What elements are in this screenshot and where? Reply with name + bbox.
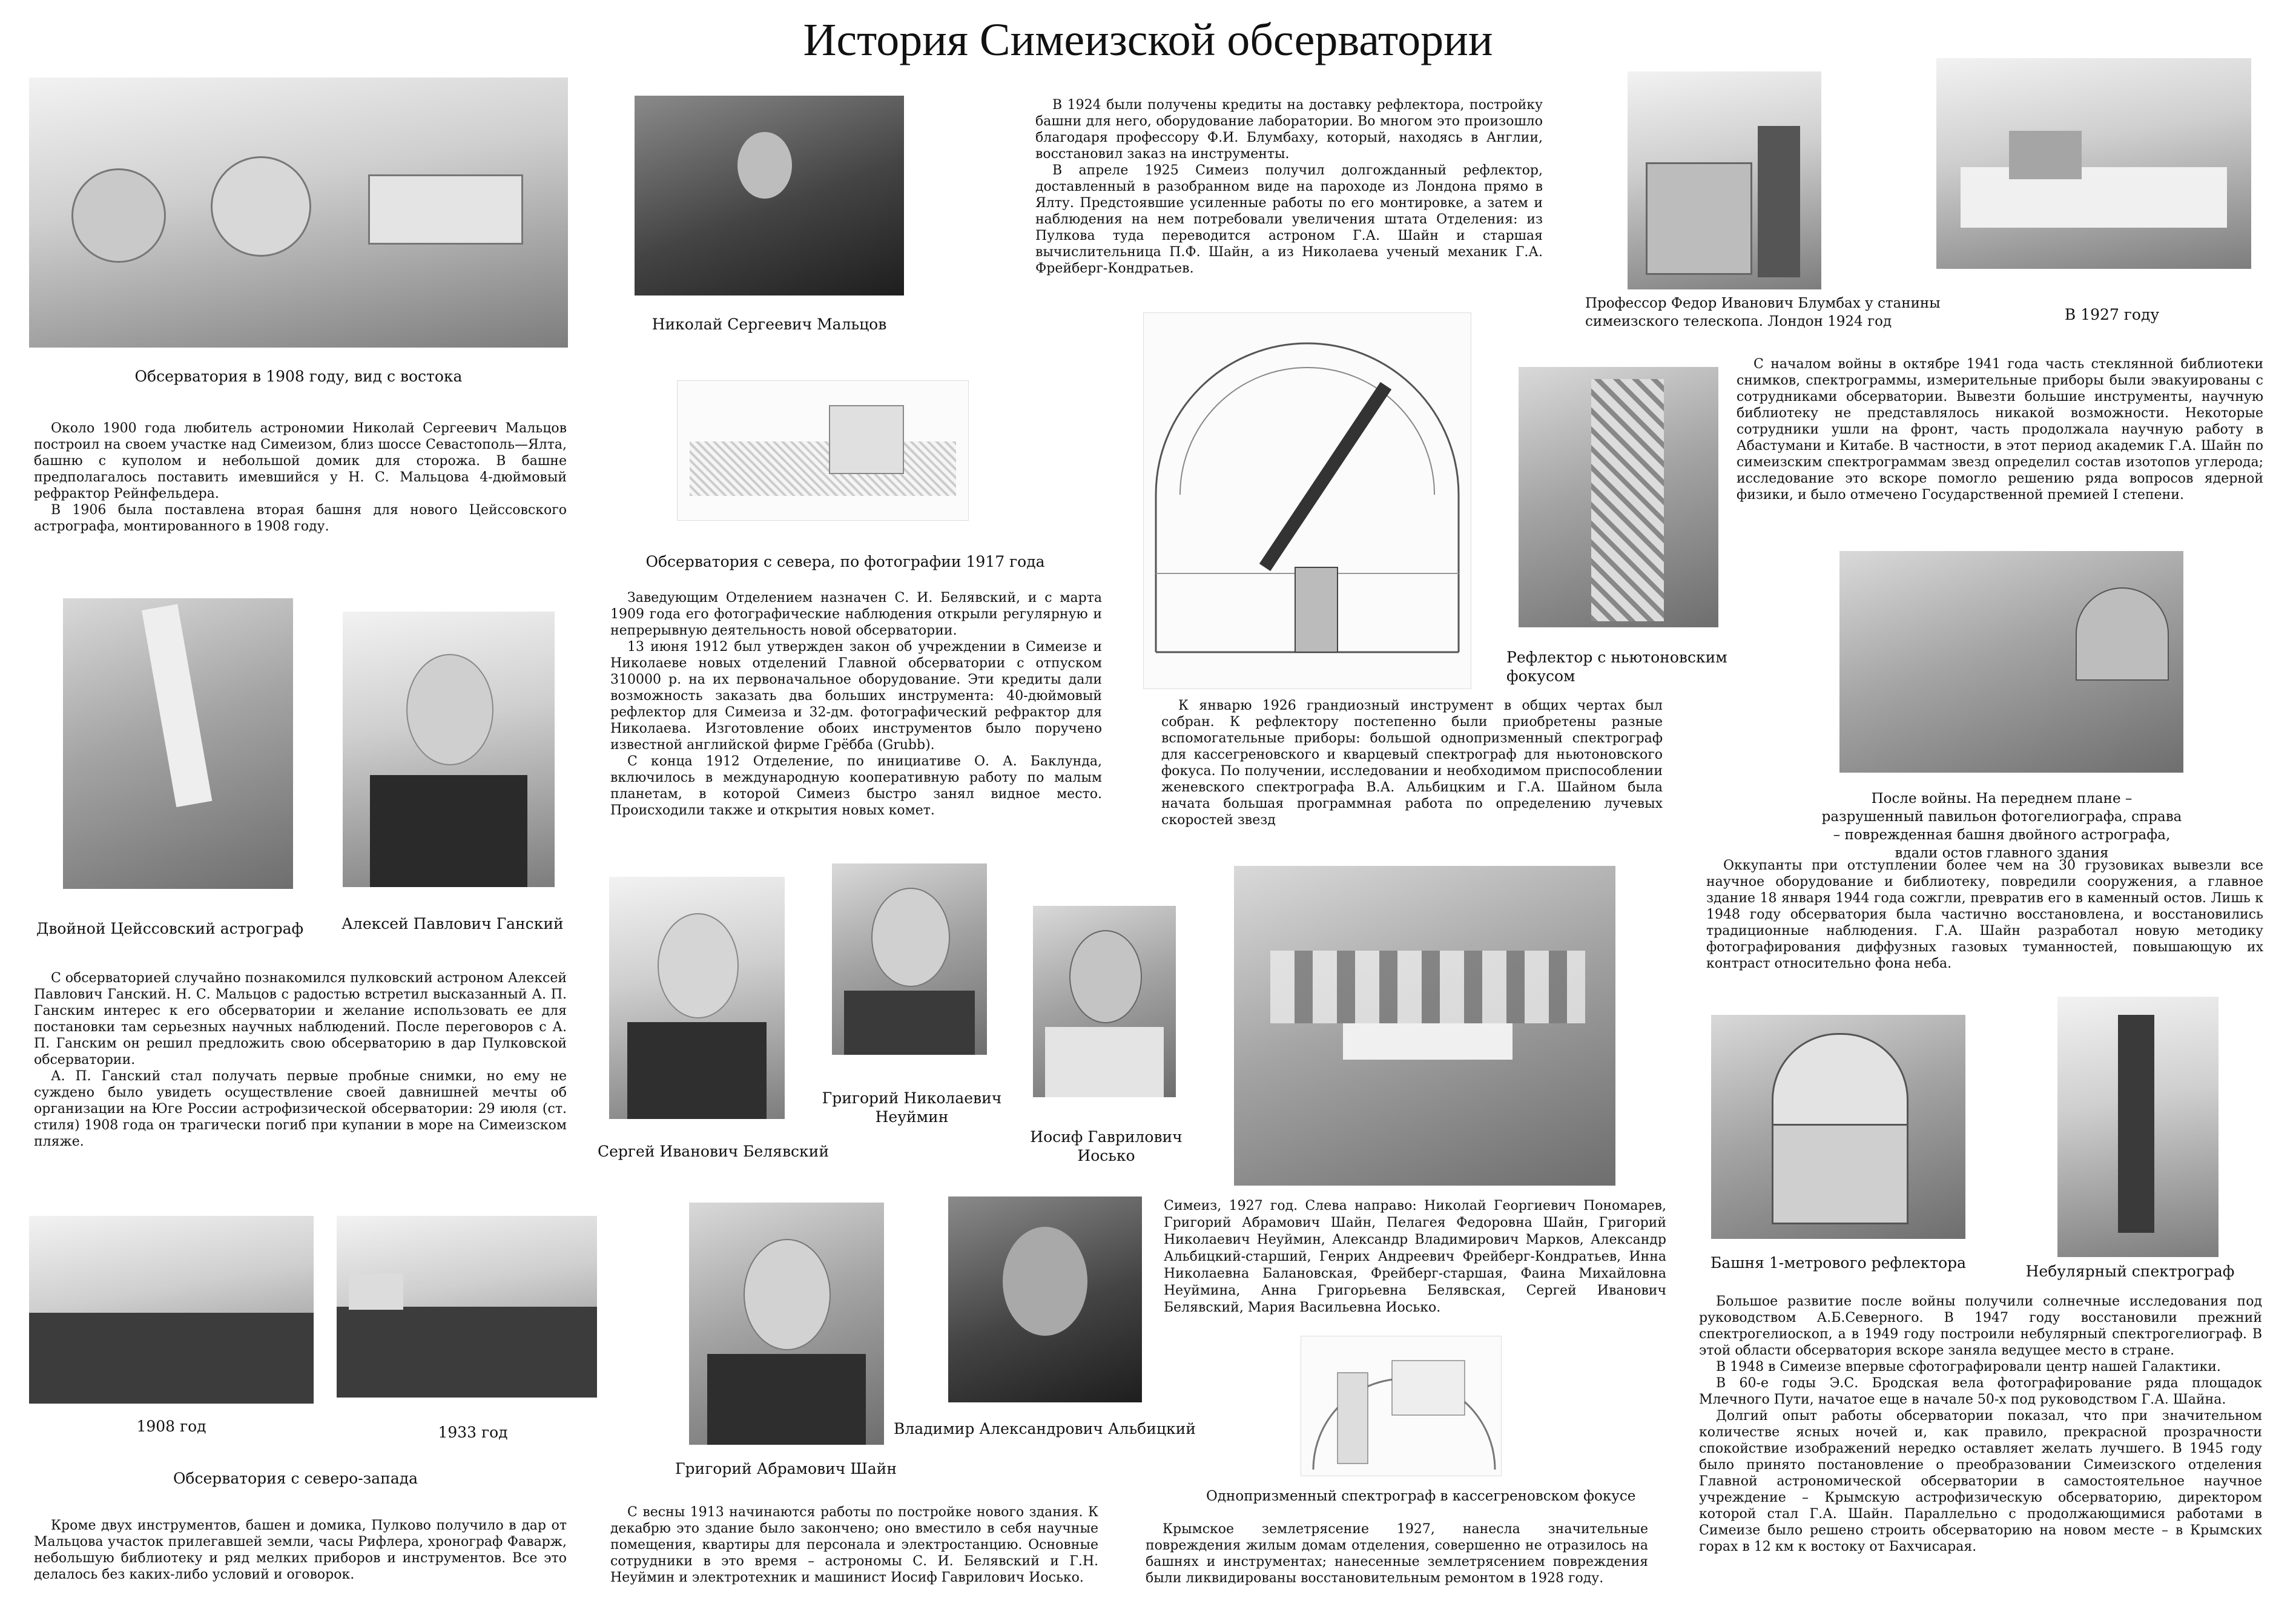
paragraph: С началом войны в октябре 1941 года часть стеклянной библиотеки снимков, спектрограммы, измерительные приборы были эвакуированы с сотрудниками обсерватории. Вывезти большие инструменты, научную библиотеку не представлялось никакой возможности. Некоторые сотрудники ушли на фронт, часть продолжала научную работу в Абастумани и Китабе. В частности, в этот период академик Г.А. Шайн по симеизским спектрограммам звезд определил состав изотопов углерода; исследование это вскоре помогло решению ряда вопросов ядерной физики, и было отмечено Государственной премией I степени. <box>1737 357 2263 503</box>
caption-after-war: После войны. На переднем плане – разрушенный павильон фотогелиографа, справа – поврежденная башня двойного астрографа, вдали остов главного здания <box>1821 791 2182 861</box>
caption-group-1927: Симеиз, 1927 год. Слева направо: Николай Георгиевич Пономарев, Григорий Абрамович Шайн, Пелагея Федоровна Шайн, Григорий Николаевич Неуймин, Александр Владимирович Марков, Александр Альбицкий-старший, Генрих Андреевич Фрейберг-Кондратьев, Инна Николаевна Балановская, Фрейберг-старшая, Фаина Михайловна Неуймина, Анна Григорьевна Белявская, Сергей Иванович Белявский, Мария Васильевна Иосько. <box>1164 1198 1666 1315</box>
paragraph: Оккупанты при отступлении более чем на 30 грузовиках вывезли все научное оборудование и библиотеку, повредили сооружения, а главное здание 18 января 1944 года сожгли, превратив его в каменный остов. Лишь к 1948 году обсерватория была частично восстановлена, и восстановились традиционные наблюдения. Г.А. Шайн разработал новую методику фотографирования диффузных газовых туманностей, повышающую их контраст относительно фона неба. <box>1706 858 2263 971</box>
text-gansky <box>34 970 567 1150</box>
paragraph: А. П. Ганский стал получать первые пробные снимки, но ему не суждено было увидеть осуществление своей давнишней мечты об организации на Юге России астрофизической обсерватории: 29 июля (ст. стиля) 1908 года он трагически погиб при купании в море на Симеизском пляже. <box>34 1069 567 1149</box>
paragraph: В 1924 были получены кредиты на доставку рефлектора, постройку башни для него, оборудование лаборатории. Во многом это произошло благодаря профессору Ф.И. Блумбаху, который, находясь в Англии, восстановил заказ на инструменты. <box>1035 97 1543 162</box>
photo-newton-reflector <box>1519 367 1718 627</box>
photo-1908 <box>29 1216 314 1404</box>
caption-zeiss: Двойной Цейссовский астрограф <box>36 920 304 937</box>
photo-nebular-spectrograph <box>2057 997 2218 1257</box>
photo-neuymin <box>832 863 987 1055</box>
photo-blumbach <box>1628 71 1821 289</box>
text-reflector-1924 <box>1035 97 1543 277</box>
photo-1933 <box>337 1216 597 1398</box>
photo-maltsov <box>635 96 904 295</box>
caption-observatory-1908-east: Обсерватория в 1908 году, вид с востока <box>134 368 463 385</box>
text-earthquake-1927 <box>1146 1521 1648 1586</box>
drawing-telescope-dome-cross-section <box>1143 312 1471 689</box>
paragraph: Около 1900 года любитель астрономии Николай Сергеевич Мальцов построил на своем участке над Симеизом, близ шоссе Севастополь—Ялта, башню с куполом и небольшой домик для сторожа. В башне предполагалось поставить имевшийся у Н. С. Мальцова 4-дюймовый рефрактор Рейнфельдера. <box>34 421 567 501</box>
caption-1933: 1933 год <box>438 1424 508 1441</box>
caption-maltsov: Николай Сергеевич Мальцов <box>652 315 887 333</box>
photo-observatory-1908-east <box>29 78 568 348</box>
caption-newton-reflector: Рефлектор с ньютоновским фокусом <box>1506 649 1727 685</box>
paragraph: В 1906 была поставлена вторая башня для нового Цейссовского астрографа, монтированного в 1908 году. <box>34 503 567 534</box>
paragraph: С конца 1912 Отделение, по инициативе О. А. Баклунда, включилось в международную кооперативную работу по малым планетам, в которой Симеиз быстро занял видное место. Происходили также и открытия новых комет. <box>610 754 1102 818</box>
caption-blumbach: Профессор Федор Иванович Блумбах у станины симеизского телескопа. Лондон 1924 год <box>1585 295 1941 329</box>
paragraph: Большое развитие после войны получили солнечные исследования под руководством А.Б.Северного. В 1947 году восстановили прежний спектрогелиоскоп, а в 1949 году построили небулярный спектрогелиограф. В этой области обсерватория вскоре заняла ведущее место в стране. <box>1699 1294 2262 1358</box>
caption-neuymin: Григорий Николаевич Неуймин <box>822 1089 1002 1126</box>
text-war-1941 <box>1737 356 2263 503</box>
paragraph: В 60-е годы Э.С. Бродская вела фотографирование ряда площадок Млечного Пути, начатое еще в начале 50-х под руководством Г.А. Шайна. <box>1699 1376 2262 1407</box>
prism-spectrograph-svg <box>1301 1336 1501 1476</box>
drawing-observatory-north-1917 <box>677 380 969 521</box>
text-pulkovo-gift <box>34 1517 567 1583</box>
text-postwar <box>1699 1293 2262 1555</box>
paragraph: Заведующим Отделением назначен С. И. Белявский, и с марта 1909 года его фотографические наблюдения открыли регулярную и непрерывную деятельность новой обсерватории. <box>610 590 1102 638</box>
photo-albitsky <box>948 1197 1142 1402</box>
caption-belyavsky: Сергей Иванович Белявский <box>598 1143 829 1160</box>
paragraph: Крымское землетрясение 1927, нанесла значительные повреждения жилым домам отделения, совершенно не отразилось на башнях и инструментах; нанесенные землетрясением повреждения были ликвидированы восстановительным ремонтом в 1928 году. <box>1146 1522 1648 1586</box>
paragraph: Кроме двух инструментов, башен и домика, Пулково получило в дар от Мальцова участок прилегавшей земли, часы Рифлера, хронограф Фаварж, небольшую библиотеку и ряд мелких приборов и инструментов. Все это делалось без каких-либо условий и оговорок. <box>34 1518 567 1582</box>
photo-gansky <box>343 612 555 887</box>
caption-shain: Григорий Абрамович Шайн <box>675 1460 897 1477</box>
caption-albitsky: Владимир Александрович Альбицкий <box>894 1420 1196 1438</box>
paragraph: В 1948 в Симеизе впервые сфотографировали центр нашей Галактики. <box>1716 1359 2221 1375</box>
paragraph: К январю 1926 грандиозный инструмент в общих чертах был собран. К рефлектору постепенно были приобретены разные вспомогательные приборы: большой однопризменный спектрограф для кассегреновского и кварцевый спектрограф для ньютоновского фокуса. По получении, исследовании и необходимом приспособлении женевского спектрографа В.А. Альбицким и Г.А. Шайном была начата большая программная работа по определению лучевых скоростей звезд <box>1161 698 1663 828</box>
caption-prism-spectrograph: Однопризменный спектрограф в кассегреновском фокусе <box>1206 1488 1636 1504</box>
paragraph: Долгий опыт работы обсерватории показал, что при значительном количестве ясных ночей и, как правило, прекрасной прозрачности спокойствие изображений нередко оставляет желать лучшего. В 1945 году было принято постановление о преобразовании Симеизского отделения Главной астрономической обсерватории в самостоятельное научное учреждение – Крымскую астрофизическую обсерваторию, директором которой стал Г.А. Шайн. Параллельно с продолжающимися работами в Симеизе было решено строить обсерваторию на новом месте – в Крымских горах в 12 км к востоку от Бахчисарая. <box>1699 1408 2262 1554</box>
caption-1927: В 1927 году <box>2064 306 2160 323</box>
page-title: История Симеизской обсерватории <box>803 15 1493 65</box>
caption-north-1917: Обсерватория с севера, по фотографии 1917 года <box>645 553 1045 570</box>
paragraph: 13 июня 1912 был утвержден закон об учреждении в Симеизе и Николаеве новых отделений Главной обсерватории с отпуском 310000 р. на их первоначальное оборудование. Эти кредиты дали возможность заказать два больших инструмента: 40-дюймовый рефлектор для Симеиза и 32-дм. фотографический рефрактор для Николаева. Изготовление обоих инструментов было поручено известной английской фирме Грёбба (Grubb). <box>610 639 1102 753</box>
photo-shain <box>689 1203 884 1445</box>
text-founding-1900 <box>34 420 567 535</box>
caption-gansky: Алексей Павлович Ганский <box>341 915 564 932</box>
caption-tower-1m: Башня 1-метрового рефлектора <box>1710 1254 1967 1272</box>
photo-iosko <box>1033 906 1176 1097</box>
paragraph: С весны 1913 начинаются работы по постройке нового здания. К декабрю это здание было закончено; оно вместило в себя научные помещения, квартиры для персонала и электростанцию. Основные сотрудники в это время – астрономы С. И. Белявский и Г.Н. Неуймин и электротехник и машинист Иосиф Гаврилович Иосько. <box>610 1505 1098 1585</box>
caption-1908: 1908 год <box>136 1418 206 1435</box>
text-building-1913 <box>610 1504 1098 1586</box>
caption-nebular: Небулярный спектрограф <box>2025 1263 2235 1280</box>
text-occupants <box>1706 857 2263 972</box>
dome-section-svg <box>1144 313 1471 688</box>
photo-zeiss-astrograph <box>63 598 293 889</box>
paragraph: С обсерваторией случайно познакомился пулковский астроном Алексей Павлович Ганский. Н. С. Мальцов с радостью встретил высказанный А. П. Ганским интерес к его обсерватории и желание использовать ее для постановки там серьезных научных наблюдений. После переговоров с А. П. Ганским он решил предложить свою обсерваторию в дар Пулковской обсерватории. <box>34 971 567 1068</box>
photo-tower-1m-reflector <box>1711 1015 1965 1239</box>
photo-belyavsky <box>609 877 785 1119</box>
text-belyavsky-1909 <box>610 590 1102 819</box>
photo-after-war <box>1839 551 2183 773</box>
paragraph: В апреле 1925 Симеиз получил долгожданный рефлектор, доставленный в разобранном виде на пароходе из Лондона прямо в Ялту. Предстоявшие усиленные работы по его монтировке, а затем и наблюдения на нем потребовали увеличения штата Отделения: из Пулкова туда переводится астроном Г.А. Шайн и старшая вычислительница П.Ф. Шайн, а из Николаева ученый механик Г.А. Фрейберг-Кондратьев. <box>1035 163 1543 276</box>
photo-observatory-1927 <box>1936 58 2251 269</box>
text-instrument-1926 <box>1161 698 1663 828</box>
drawing-prism-spectrograph <box>1301 1336 1502 1476</box>
caption-northwest: Обсерватория с северо-запада <box>173 1470 418 1487</box>
caption-iosko: Иосиф Гаврилович Иосько <box>1030 1128 1183 1164</box>
photo-group-1927 <box>1234 866 1615 1186</box>
